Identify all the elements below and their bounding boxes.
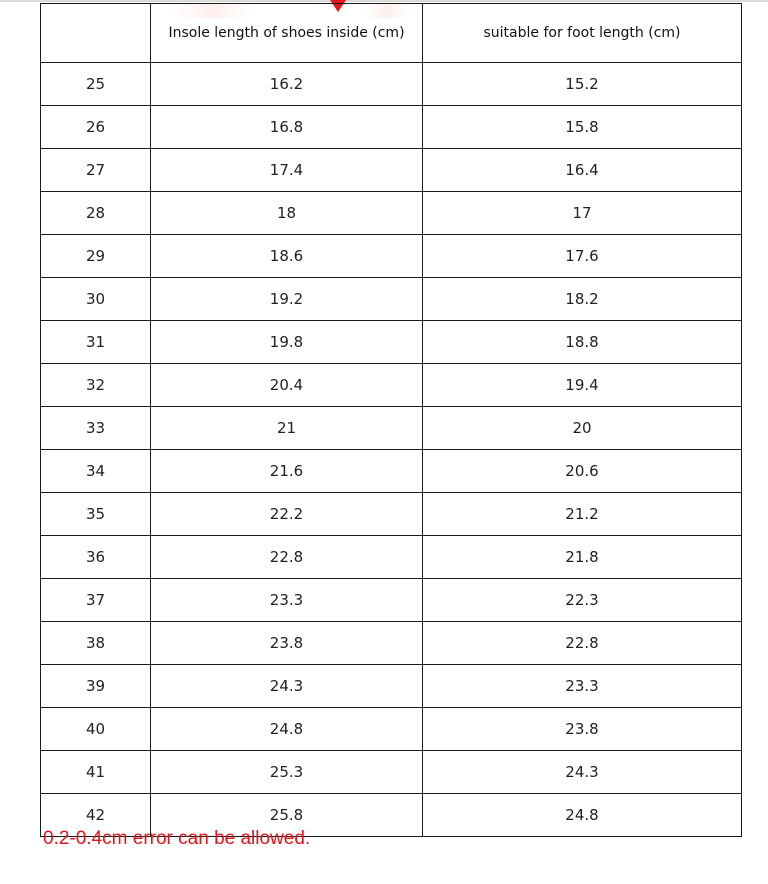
insole-length-cell: 25.8	[151, 794, 423, 837]
insole-length-cell: 19.8	[151, 321, 423, 364]
size-cell: 37	[41, 579, 151, 622]
size-cell: 26	[41, 106, 151, 149]
size-cell: 41	[41, 751, 151, 794]
top-divider	[0, 0, 768, 2]
size-cell: 39	[41, 665, 151, 708]
foot-length-cell: 22.8	[423, 622, 742, 665]
foot-length-cell: 22.3	[423, 579, 742, 622]
header-insole-length: Insole length of shoes inside (cm)	[151, 4, 423, 63]
size-cell: 40	[41, 708, 151, 751]
foot-length-cell: 20.6	[423, 450, 742, 493]
insole-length-cell: 23.8	[151, 622, 423, 665]
table-row	[41, 579, 742, 622]
foot-length-cell: 15.2	[423, 63, 742, 106]
table-row	[41, 63, 742, 106]
size-cell: 30	[41, 278, 151, 321]
table-row	[41, 192, 742, 235]
table-row	[41, 364, 742, 407]
table-row	[41, 106, 742, 149]
header-size	[41, 4, 151, 63]
insole-length-cell: 24.3	[151, 665, 423, 708]
insole-length-cell: 17.4	[151, 149, 423, 192]
insole-length-cell: 20.4	[151, 364, 423, 407]
size-cell: 27	[41, 149, 151, 192]
size-cell: 31	[41, 321, 151, 364]
insole-length-cell: 18	[151, 192, 423, 235]
foot-length-cell: 18.8	[423, 321, 742, 364]
tolerance-note: 0.2-0.4cm error can be allowed.	[43, 828, 311, 849]
size-cell: 34	[41, 450, 151, 493]
table-row	[41, 751, 742, 794]
insole-length-cell: 21	[151, 407, 423, 450]
size-cell: 33	[41, 407, 151, 450]
size-cell: 38	[41, 622, 151, 665]
size-cell: 25	[41, 63, 151, 106]
insole-length-cell: 19.2	[151, 278, 423, 321]
foot-length-cell: 21.2	[423, 493, 742, 536]
table-row	[41, 450, 742, 493]
foot-length-cell: 17	[423, 192, 742, 235]
foot-length-cell: 21.8	[423, 536, 742, 579]
table-row	[41, 278, 742, 321]
foot-length-cell: 17.6	[423, 235, 742, 278]
foot-length-cell: 23.8	[423, 708, 742, 751]
insole-length-cell: 16.8	[151, 106, 423, 149]
table-row	[41, 708, 742, 751]
foot-length-cell: 16.4	[423, 149, 742, 192]
size-cell: 42	[41, 794, 151, 837]
foot-length-cell: 24.8	[423, 794, 742, 837]
insole-length-cell: 18.6	[151, 235, 423, 278]
table-row	[41, 407, 742, 450]
foot-length-cell: 18.2	[423, 278, 742, 321]
size-chart-table	[40, 3, 742, 837]
insole-length-cell: 24.8	[151, 708, 423, 751]
size-cell: 36	[41, 536, 151, 579]
insole-length-cell: 25.3	[151, 751, 423, 794]
table-row	[41, 622, 742, 665]
insole-length-cell: 16.2	[151, 63, 423, 106]
foot-length-cell: 20	[423, 407, 742, 450]
foot-length-cell: 23.3	[423, 665, 742, 708]
header-row	[41, 4, 742, 63]
table-row	[41, 149, 742, 192]
size-cell: 29	[41, 235, 151, 278]
table-row	[41, 321, 742, 364]
size-cell: 32	[41, 364, 151, 407]
table-row	[41, 235, 742, 278]
insole-length-cell: 22.2	[151, 493, 423, 536]
table-row	[41, 536, 742, 579]
foot-length-cell: 24.3	[423, 751, 742, 794]
foot-length-cell: 15.8	[423, 106, 742, 149]
table-row	[41, 493, 742, 536]
table-row	[41, 665, 742, 708]
insole-length-cell: 22.8	[151, 536, 423, 579]
insole-length-cell: 21.6	[151, 450, 423, 493]
size-cell: 28	[41, 192, 151, 235]
size-cell: 35	[41, 493, 151, 536]
header-foot-length: suitable for foot length (cm)	[423, 4, 742, 63]
insole-length-cell: 23.3	[151, 579, 423, 622]
foot-length-cell: 19.4	[423, 364, 742, 407]
